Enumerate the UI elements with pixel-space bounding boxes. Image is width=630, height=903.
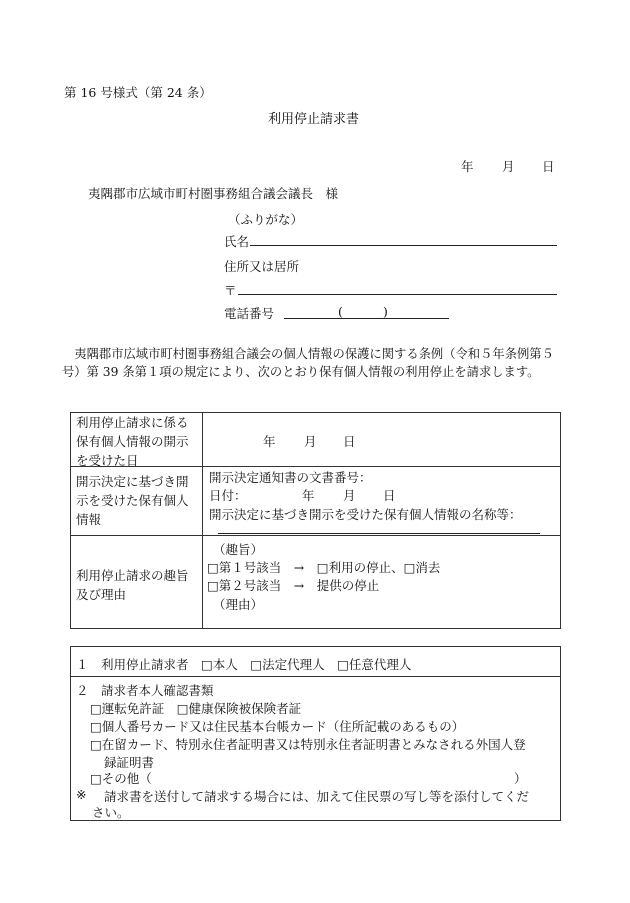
- row2-year: 年: [302, 488, 315, 503]
- reason-label: （理由）: [213, 597, 264, 612]
- row1-month: 月: [304, 434, 317, 449]
- row2-label: 開示決定に基づき開 示を受けた保有個人 情報: [76, 474, 189, 527]
- intro-paragraph: 夷隅郡市広域市町村圏事務組合議会の個人情報の保護に関する条例（令和５年条例第５号）第 39 条第１項の規定により、次のとおり保有個人情報の利用停止を請求します。: [62, 347, 554, 379]
- requester-type-row[interactable]: １ 利用停止請求者 □本人 □法定代理人 □任意代理人: [76, 657, 412, 672]
- row1-year: 年: [263, 434, 276, 449]
- id-doc-other[interactable]: □その他（: [90, 771, 152, 786]
- phone-paren-close: ): [383, 304, 388, 319]
- id-doc-item-2[interactable]: □個人番号カード又は住民基本台帳カード（住所記載のあるもの）: [90, 719, 465, 734]
- id-doc-item-3[interactable]: □在留カード、特別永住者証明書又は特別永住者証明書とみなされる外国人登: [90, 737, 526, 752]
- date-day: 日: [542, 159, 555, 174]
- addressee: 夷隅郡市広域市町村圏事務組合議会議長 様: [88, 186, 339, 201]
- note-line-1: 請求書を送付して請求する場合には、加えて住民票の写し等を添付してくだ: [104, 789, 530, 804]
- main-table-row-sep-2: [70, 535, 561, 536]
- page-title: 利用停止請求書: [268, 112, 360, 127]
- name-field[interactable]: [250, 245, 557, 246]
- address-label: 住所又は居所: [224, 259, 300, 274]
- purpose-option-1[interactable]: □第１号該当 → □利用の停止、□消去: [207, 560, 441, 575]
- row2-day: 日: [383, 488, 396, 503]
- row3-label: 利用停止請求の趣旨 及び理由: [76, 568, 189, 602]
- row2-month: 月: [343, 488, 356, 503]
- id-docs-heading: ２ 請求者本人確認書類: [76, 683, 214, 698]
- phone-paren-open: (: [338, 304, 343, 319]
- id-doc-item-1[interactable]: □運転免許証 □健康保険被保険者証: [90, 701, 302, 716]
- phone-field[interactable]: [284, 318, 449, 319]
- requester-table-row-sep: [70, 676, 561, 677]
- row2-date-label: 日付：: [209, 488, 247, 503]
- note-line-2: さい。: [92, 805, 130, 820]
- address-field[interactable]: [238, 294, 557, 295]
- row1-label: 利用停止請求に係る 保有個人情報の開示 を受けた日: [76, 415, 189, 468]
- row2-doc-number-label: 開示決定通知書の文書番号：: [209, 470, 372, 485]
- date-month: 月: [502, 159, 515, 174]
- purpose-option-2[interactable]: □第２号該当 → 提供の停止: [207, 578, 380, 593]
- furigana-label: （ふりがな）: [228, 212, 304, 227]
- row2-info-name-label: 開示決定に基づき開示を受けた保有個人情報の名称等：: [209, 507, 522, 522]
- form-number: 第 16 号様式（第 24 条）: [64, 85, 212, 100]
- note-mark: ※: [76, 787, 87, 802]
- phone-label: 電話番号: [224, 306, 275, 321]
- date-year: 年: [461, 159, 474, 174]
- main-table-divider: [202, 412, 203, 629]
- purpose-label: （趣旨）: [213, 542, 264, 557]
- name-label: 氏名: [224, 234, 250, 249]
- postal-mark: 〒: [224, 283, 237, 298]
- id-doc-other-close: ）: [514, 771, 527, 786]
- row2-info-name-field[interactable]: [218, 533, 540, 534]
- id-doc-item-3-cont: 録証明書: [104, 755, 155, 770]
- row1-day: 日: [343, 434, 356, 449]
